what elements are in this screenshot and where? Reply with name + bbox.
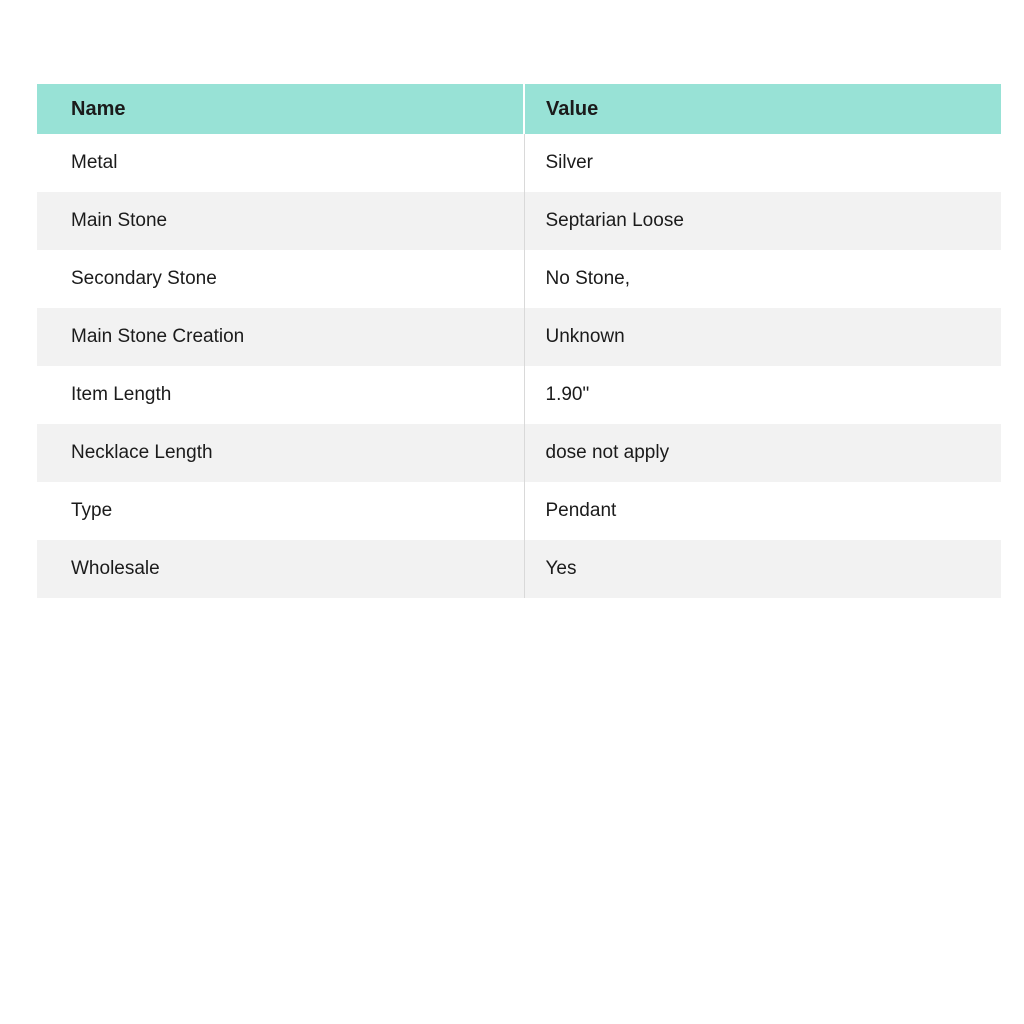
table-row — [37, 250, 1001, 308]
product-spec-table — [37, 84, 1001, 598]
table-row — [37, 134, 1001, 192]
table-head — [37, 84, 1001, 134]
table-row — [37, 482, 1001, 540]
table-row — [37, 540, 1001, 598]
attribute-name-cell: Type — [37, 482, 524, 540]
column-header-name: Name — [37, 84, 524, 134]
attribute-name-cell: Wholesale — [37, 540, 524, 598]
attribute-value-cell: Silver — [524, 134, 1001, 192]
table-body — [37, 134, 1001, 598]
attribute-name-cell: Secondary Stone — [37, 250, 524, 308]
attribute-name-cell: Metal — [37, 134, 524, 192]
attribute-name-cell: Necklace Length — [37, 424, 524, 482]
column-header-value: Value — [524, 84, 1001, 134]
table-header-row — [37, 84, 1001, 134]
attribute-value-cell: Septarian Loose — [524, 192, 1001, 250]
table-row — [37, 424, 1001, 482]
attribute-name-cell: Item Length — [37, 366, 524, 424]
attribute-value-cell: 1.90" — [524, 366, 1001, 424]
attribute-value-cell: dose not apply — [524, 424, 1001, 482]
attribute-name-cell: Main Stone — [37, 192, 524, 250]
attribute-value-cell: Yes — [524, 540, 1001, 598]
table-row — [37, 366, 1001, 424]
table-row — [37, 308, 1001, 366]
attribute-value-cell: No Stone, — [524, 250, 1001, 308]
attribute-value-cell: Unknown — [524, 308, 1001, 366]
table-row — [37, 192, 1001, 250]
attribute-value-cell: Pendant — [524, 482, 1001, 540]
attribute-name-cell: Main Stone Creation — [37, 308, 524, 366]
